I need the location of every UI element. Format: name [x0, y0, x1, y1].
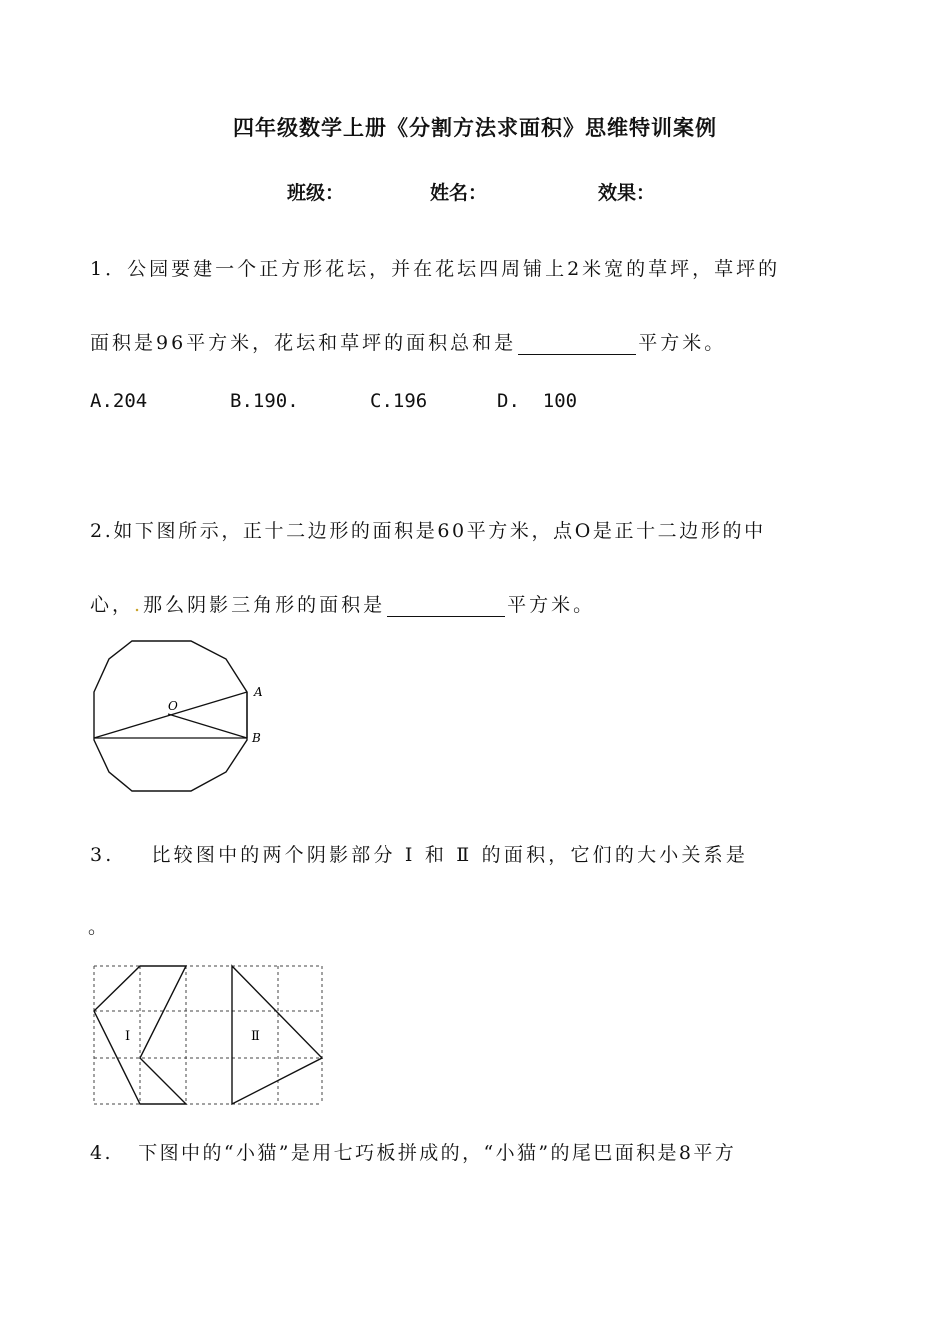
dodecagon-outline — [94, 641, 247, 791]
q3-line1: 3. 比较图中的两个阴影部分 Ⅰ 和 Ⅱ 的面积，它们的大小关系是 — [90, 844, 749, 866]
q4-line1: 4. 下图中的“小猫”是用七巧板拼成的，“小猫”的尾巴面积是8平方 — [90, 1142, 737, 1164]
name-label: 姓名： — [430, 182, 488, 204]
class-label: 班级： — [287, 182, 345, 204]
q2-answer-blank[interactable] — [387, 598, 505, 617]
page-title: 四年级数学上册《分割方法求面积》思维特训案例 — [233, 116, 717, 140]
q3-line2: 。 — [88, 916, 111, 938]
q1-option-b: B.190. — [230, 390, 299, 412]
q2-line2 — [90, 590, 595, 617]
shape-two-label: Ⅱ — [251, 1029, 260, 1044]
q1-line2 — [90, 328, 726, 355]
shape-two — [232, 966, 322, 1104]
result-label: 效果： — [598, 182, 656, 204]
shape-one-label: Ⅰ — [125, 1029, 131, 1044]
dodecagon-figure — [88, 636, 278, 798]
grid-figure — [92, 964, 326, 1108]
point-o-label: O — [168, 699, 178, 713]
point-a-label: A — [254, 685, 263, 699]
q2-line1: 2.如下图所示，正十二边形的面积是60平方米，点O是正十二边形的中 — [90, 520, 766, 542]
q2-stray-dot: . — [134, 594, 144, 616]
segment-ob — [168, 714, 247, 738]
q2-line2-prefix: 心， — [90, 594, 135, 616]
q1-option-c: C.196 — [370, 390, 428, 412]
q1-line1: 1．公园要建一个正方形花坛，并在花坛四周铺上2米宽的草坪，草坪的 — [90, 258, 781, 280]
point-b-label: B — [252, 731, 261, 745]
q2-line2-unit: 平方米。 — [507, 594, 596, 616]
q1-line2-unit: 平方米。 — [638, 332, 727, 354]
q1-option-d: D. 100 — [497, 390, 578, 412]
q1-option-a: A.204 — [90, 390, 148, 412]
q2-line2-text: 那么阴影三角形的面积是 — [143, 594, 386, 616]
q1-answer-blank[interactable] — [518, 336, 636, 355]
q1-line2-text: 面积是96平方米，花坛和草坪的面积总和是 — [90, 332, 517, 354]
